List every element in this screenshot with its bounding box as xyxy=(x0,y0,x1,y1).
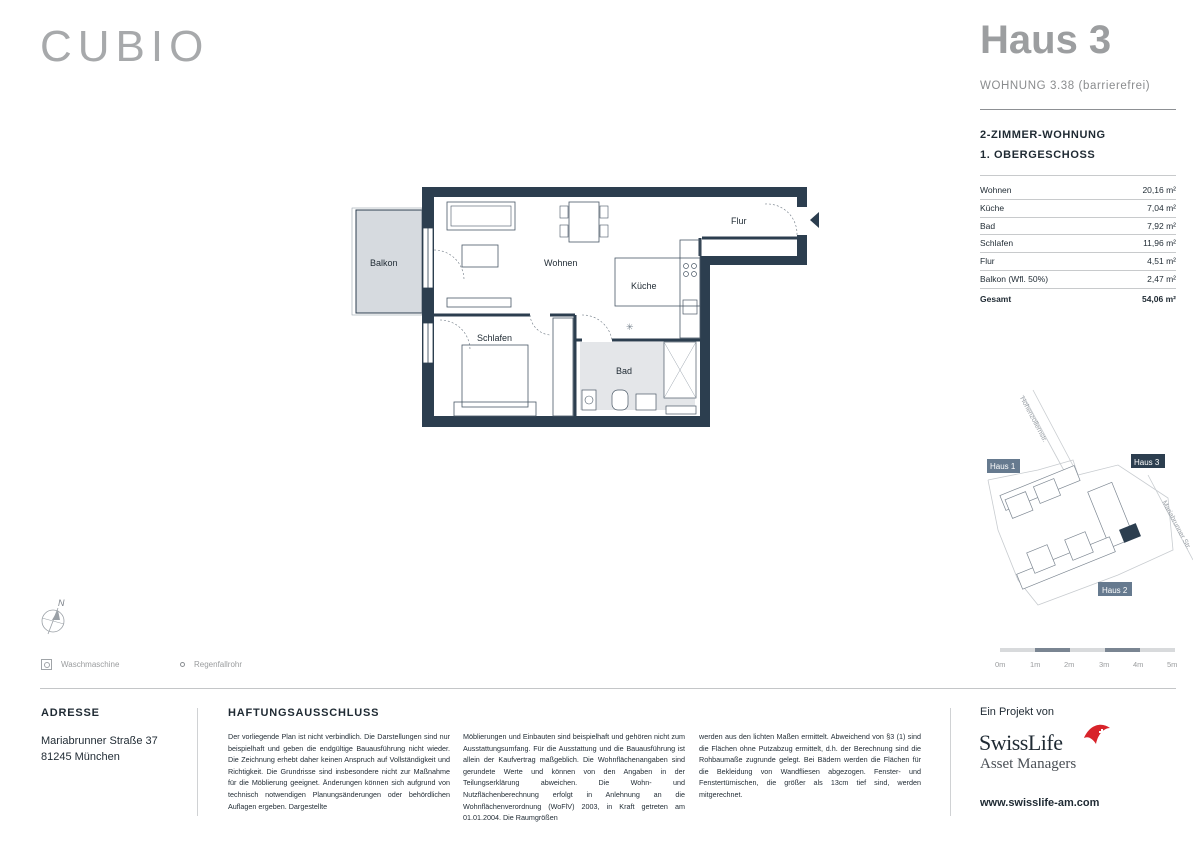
buildings xyxy=(1000,466,1134,590)
room-name: Wohnen xyxy=(980,185,1012,195)
total-row xyxy=(980,289,1176,307)
room-area: 7,92 m² xyxy=(1147,220,1176,231)
legend-washer: Waschmaschine xyxy=(61,660,120,669)
haus3-label: Haus 3 xyxy=(1134,458,1160,467)
room-name: Küche xyxy=(980,202,1005,213)
footer-separator xyxy=(950,708,951,816)
disclaimer-col1: Der vorliegende Plan ist nicht verbindlich. Die Darstellungen sind nur beispielhaft und geben die endgültige Bauausführung nicht wieder. Die Zeichnung erhebt daher keinen Anspruch auf Vollständigkeit und Richtigkeit. Die Grundrisse sind insbesondere nicht zur Maßnahme für die Möblierung geeignet. Änderungen können sich aufgrund von technisch notwendigen Planungsänderungen oder behördlichen Auflagen ergeben. Dargestellte xyxy=(228,732,450,811)
floor-label: 1. OBERGESCHOSS xyxy=(980,149,1096,161)
room-name: Balkon (Wfl. 50%) xyxy=(980,273,1049,284)
disclaimer-heading: HAFTUNGSAUSSCHLUSS xyxy=(228,707,380,719)
project-label: Ein Projekt von xyxy=(980,706,1054,718)
website-link[interactable]: www.swisslife-am.com xyxy=(980,797,1100,809)
room-area: 4,51 m² xyxy=(1147,256,1176,267)
address-heading: ADRESSE xyxy=(41,707,100,719)
scale-label: 5m xyxy=(1167,660,1178,669)
cubio-logo: CUBIO xyxy=(40,22,210,71)
swisslife-subtitle: Asset Managers xyxy=(980,756,1077,772)
scale-label: 2m xyxy=(1064,660,1075,669)
drain-legend-icon xyxy=(180,662,185,667)
area-row xyxy=(980,182,1176,200)
footer-divider xyxy=(40,688,1176,689)
swisslife-logo: SwissLife xyxy=(979,730,1063,755)
address-line1: Mariabrunner Straße 37 xyxy=(41,735,158,747)
scale-label: 3m xyxy=(1099,660,1110,669)
table-divider xyxy=(980,175,1176,176)
bed xyxy=(462,345,528,407)
scale-label: 0m xyxy=(995,660,1006,669)
area-row xyxy=(980,271,1176,289)
compass-north: N xyxy=(58,598,65,608)
street-label-1: Hohenzollernstr. xyxy=(1018,395,1049,444)
compass-icon xyxy=(38,596,72,638)
scale-bar xyxy=(1000,648,1175,652)
room-label-wohnen: Wohnen xyxy=(544,258,578,268)
room-label-balkon: Balkon xyxy=(370,258,398,268)
room-name: Schlafen xyxy=(980,238,1014,249)
room-area: 11,96 m² xyxy=(1143,238,1176,249)
site-plan xyxy=(978,380,1193,610)
disclaimer-col3: werden aus den lichten Maßen ermittelt. Abweichend von §3 (1) sind die Flächen ohne Putzabzug ermittelt, d.h. der Berechnung sind die Rohbaumaße zugrunde gelegt. Bei Bädern werden die Flächen für die Bekleidung von Wandfliesen abgezogen. Fenster- und Fenstertürnischen, die größer als 13cm tief sind, werden mitgerechnet. xyxy=(699,732,921,799)
washbasin-icon xyxy=(636,394,656,410)
wardrobe xyxy=(553,318,573,416)
room-label-bad: Bad xyxy=(616,366,633,376)
washer-icon: ✳ xyxy=(626,323,634,333)
apartment-number: WOHNUNG 3.38 (barrierefrei) xyxy=(980,80,1151,92)
room-area: 20,16 m² xyxy=(1142,185,1176,195)
room-label-kueche: Küche xyxy=(631,281,657,291)
living-floor xyxy=(433,196,798,308)
scale-label: 1m xyxy=(1030,660,1041,669)
haus1-label: Haus 1 xyxy=(990,462,1016,471)
toilet-icon xyxy=(612,390,628,410)
area-row xyxy=(980,218,1176,236)
apartment-type: 2-ZIMMER-WOHNUNG xyxy=(980,129,1106,141)
total-area: 54,06 m² xyxy=(1141,293,1176,304)
haus2-label: Haus 2 xyxy=(1102,586,1128,595)
swisslife-flag-icon xyxy=(1080,720,1114,750)
area-row xyxy=(980,253,1176,271)
area-row xyxy=(980,235,1176,253)
house-title: Haus 3 xyxy=(980,18,1112,62)
washer-legend-icon xyxy=(41,659,52,670)
room-label-schlafen: Schlafen xyxy=(477,333,513,343)
area-table xyxy=(980,182,1176,307)
room-area: 2,47 m² xyxy=(1147,273,1176,284)
room-label-flur: Flur xyxy=(731,216,747,226)
scale-label: 4m xyxy=(1133,660,1144,669)
washing-machine-icon xyxy=(582,390,596,410)
address-line2: 81245 München xyxy=(41,751,120,763)
room-area: 7,04 m² xyxy=(1147,202,1176,213)
total-label: Gesamt xyxy=(980,293,1012,304)
legend-drain: Regenfallrohr xyxy=(194,660,243,669)
area-row xyxy=(980,200,1176,218)
entrance-arrow-icon xyxy=(810,212,819,228)
floor-plan xyxy=(350,180,830,430)
room-name: Flur xyxy=(980,256,995,267)
street-label-2: Mariabrunner Str. xyxy=(1160,499,1192,551)
footer-separator xyxy=(197,708,198,816)
room-name: Bad xyxy=(980,220,996,231)
header-divider xyxy=(980,109,1176,110)
disclaimer-col2: Möblierungen und Einbauten sind beispielhaft und gehören nicht zum Ausstattungsumfang. Für die Ausstattung und die Bauausführung ist allein der Kaufvertrag maßgeblich. Die Wohnflächenangaben sind gerundete Werte und können von den Angaben in der Teilungserklärung abweichen. Die Wohn- und Nutzflächenberechnung erfolgt in Anlehnung an die Wohnflächenverordnung (WoFlV) 2003, in Kraft getreten am 01.01.2004. Die Raumgrößen xyxy=(463,732,685,823)
